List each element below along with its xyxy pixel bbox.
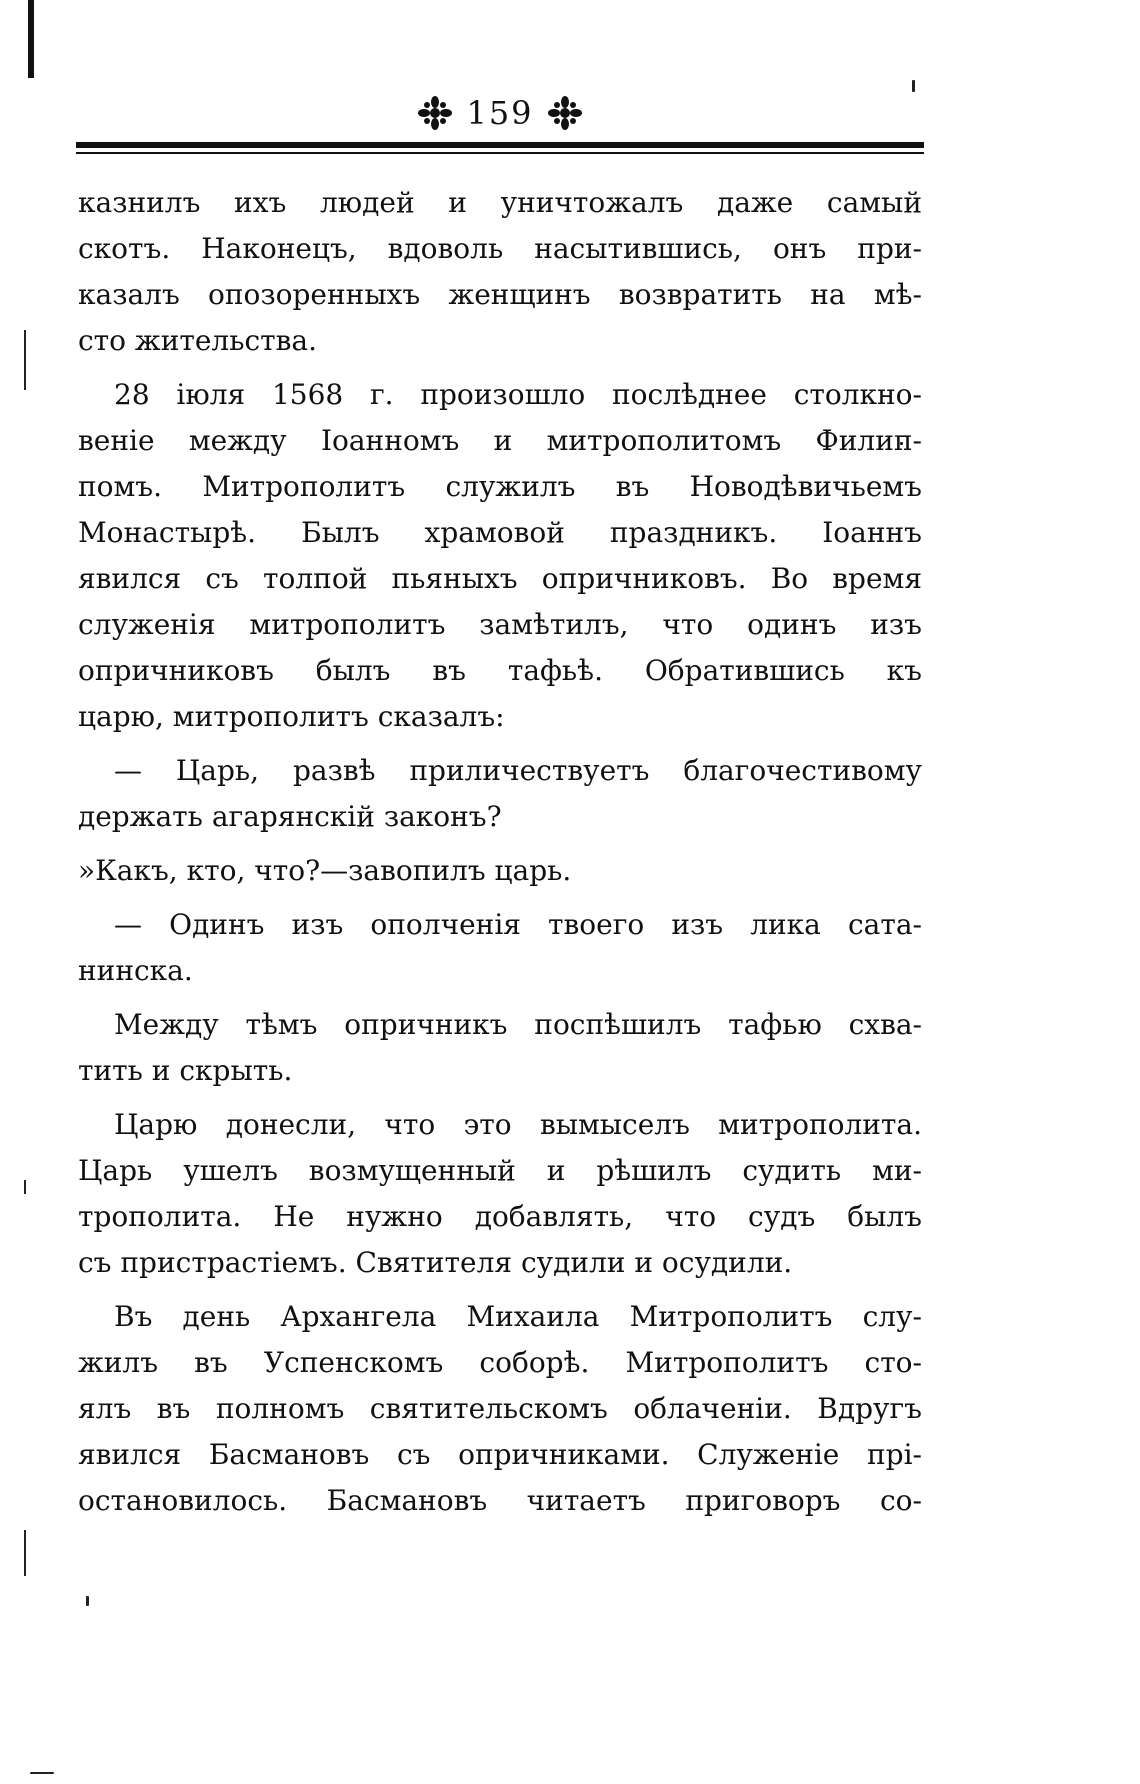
text-line: служенія митрополитъ замѣтилъ, что одинъ изъ <box>78 608 922 641</box>
text-line: ялъ въ полномъ святительскомъ облаченіи. Вдругъ <box>78 1392 922 1425</box>
text-line: явился съ толпой пьяныхъ опричниковъ. Во время <box>78 562 922 595</box>
paragraph <box>78 180 922 364</box>
text-line: скотъ. Наконецъ, вдоволь насытившись, онъ при- <box>78 232 922 265</box>
text-line: Въ день Архангела Михаила Митрополитъ слу- <box>114 1300 922 1333</box>
text-line: опричниковъ былъ въ тафьѣ. Обратившись къ <box>78 654 922 687</box>
text-line: казалъ опозоренныхъ женщинъ возвратить на мѣ- <box>78 278 922 311</box>
text-line: остановилось. Басмановъ читаетъ приговоръ со- <box>78 1484 922 1517</box>
text-line: держать агарянскій законъ? <box>78 800 502 833</box>
scan-speck <box>30 1772 54 1774</box>
text-line: »Какъ, кто, что?—завопилъ царь. <box>78 854 572 887</box>
text-line: Монастырѣ. Былъ храмовой праздникъ. Іоаннъ <box>78 516 922 549</box>
body-text <box>78 180 922 1532</box>
text-line: жилъ въ Успенскомъ соборѣ. Митрополитъ сто- <box>78 1346 922 1379</box>
scan-edge-mark <box>24 1180 26 1194</box>
header-rule-thick <box>76 142 924 148</box>
text-line: Царь ушелъ возмущенный и рѣшилъ судить ми- <box>78 1154 922 1187</box>
header-rule-thin <box>76 152 924 154</box>
text-line: съ пристрастіемъ. Святителя судили и осудили. <box>78 1246 793 1279</box>
scan-edge-mark <box>28 0 34 78</box>
text-line: нинска. <box>78 954 193 987</box>
text-line: веніе между Іоанномъ и митрополитомъ Филип- <box>78 424 922 457</box>
text-line: казнилъ ихъ людей и уничтожалъ даже самый <box>78 186 922 219</box>
text-line: сто жительства. <box>78 324 317 357</box>
text-line: 28 іюля 1568 г. произошло послѣднее столкно- <box>114 378 922 411</box>
paragraph <box>78 1002 922 1094</box>
paragraph <box>78 1102 922 1286</box>
paragraph <box>78 748 922 840</box>
text-line: помъ. Митрополитъ служилъ въ Новодѣвичьемъ <box>78 470 922 503</box>
fleuron-icon <box>548 96 582 130</box>
text-line: царю, митрополитъ сказалъ: <box>78 700 505 733</box>
paragraph <box>78 848 922 894</box>
page-number: 159 <box>466 94 534 132</box>
fleuron-icon <box>418 96 452 130</box>
text-line: Между тѣмъ опричникъ поспѣшилъ тафью схва- <box>114 1008 922 1041</box>
paragraph <box>78 372 922 740</box>
paragraph <box>78 902 922 994</box>
text-line: трополита. Не нужно добавлять, что судъ былъ <box>78 1200 922 1233</box>
text-line: — Царь, развѣ приличествуетъ благочестивому <box>114 754 922 787</box>
scan-edge-mark <box>24 330 26 390</box>
text-line: явился Басмановъ съ опричниками. Служеніе прі- <box>78 1438 922 1471</box>
page-header <box>78 88 922 138</box>
paragraph <box>78 1294 922 1524</box>
text-line: Царю донесли, что это вымыселъ митрополита. <box>114 1108 922 1141</box>
scan-speck <box>86 1596 89 1606</box>
text-line: — Одинъ изъ ополченія твоего изъ лика сата- <box>114 908 922 941</box>
scan-edge-mark <box>24 1530 26 1576</box>
text-line: тить и скрыть. <box>78 1054 293 1087</box>
